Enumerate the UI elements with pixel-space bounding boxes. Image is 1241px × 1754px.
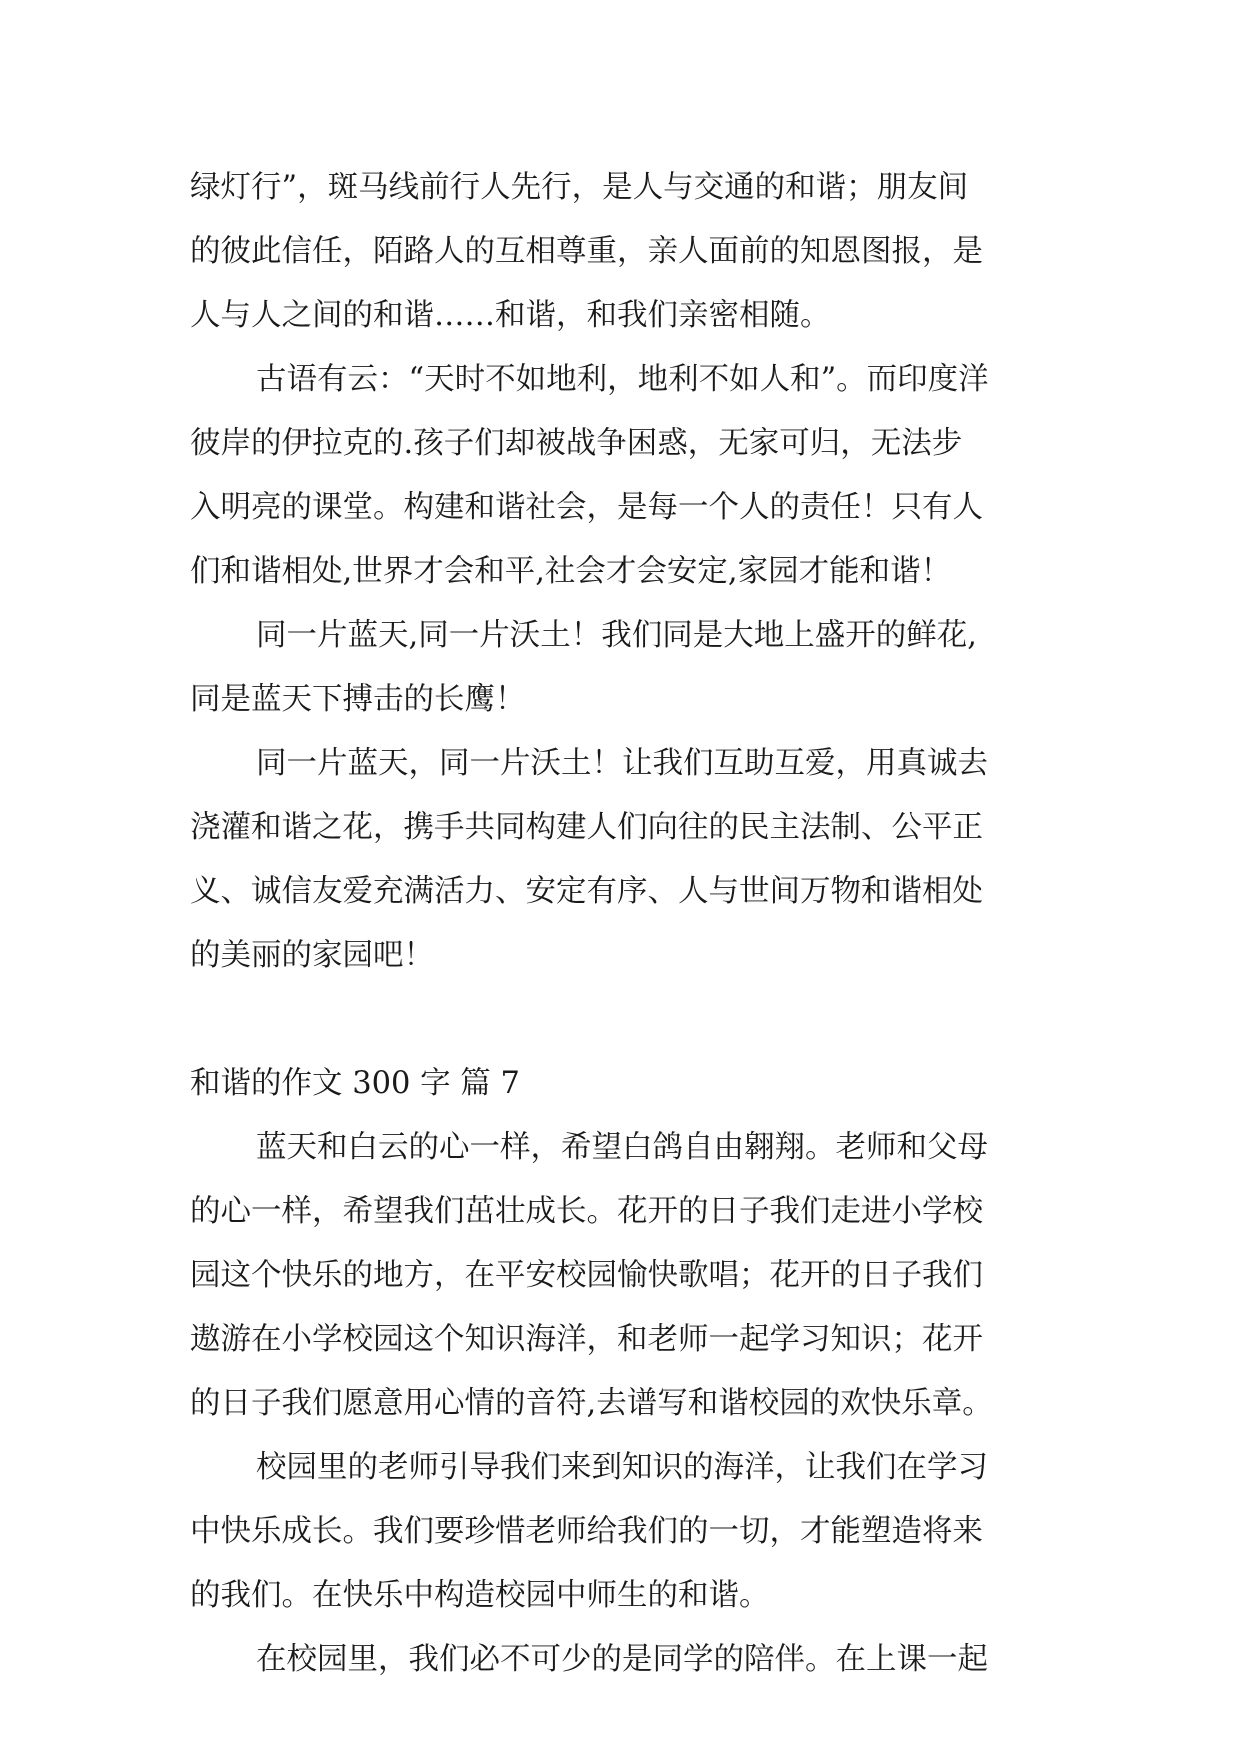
text-line: 入明亮的课堂。构建和谐社会，是每一个人的责任！只有人 bbox=[190, 490, 983, 525]
document-body bbox=[190, 156, 1060, 1692]
paragraph bbox=[190, 156, 1060, 348]
text-line: 们和谐相处,世界才会和平,社会才会安定,家园才能和谐！ bbox=[190, 554, 952, 589]
text-line: 园这个快乐的地方，在平安校园愉快歌唱；花开的日子我们 bbox=[190, 1258, 983, 1293]
text-line: 在校园里，我们必不可少的是同学的陪伴。在上课一起 bbox=[256, 1642, 988, 1677]
paragraph bbox=[190, 348, 1060, 604]
text-line: 中快乐成长。我们要珍惜老师给我们的一切，才能塑造将来 bbox=[190, 1514, 983, 1549]
text-line: 的日子我们愿意用心情的音符,去谱写和谐校园的欢快乐章。 bbox=[190, 1386, 993, 1421]
paragraph bbox=[190, 732, 1060, 988]
paragraph bbox=[190, 1116, 1060, 1436]
paragraph bbox=[190, 1628, 1060, 1692]
text-line: 同一片蓝天，同一片沃土！让我们互助互爱，用真诚去 bbox=[256, 746, 988, 781]
paragraph bbox=[190, 1436, 1060, 1628]
text-line: 义、诚信友爱充满活力、安定有序、人与世间万物和谐相处 bbox=[190, 874, 983, 909]
text-line: 的美丽的家园吧！ bbox=[190, 938, 434, 973]
text-line: 古语有云：“天时不如地利，地利不如人和”。而印度洋 bbox=[256, 362, 989, 397]
text-line: 蓝天和白云的心一样，希望白鸽自由翱翔。老师和父母 bbox=[256, 1130, 988, 1165]
text-line: 同一片蓝天,同一片沃土！我们同是大地上盛开的鲜花, bbox=[256, 618, 977, 653]
paragraph bbox=[190, 604, 1060, 732]
text-line: 的心一样，希望我们茁壮成长。花开的日子我们走进小学校 bbox=[190, 1194, 983, 1229]
text-line: 同是蓝天下搏击的长鹰！ bbox=[190, 682, 526, 717]
section-heading: 和谐的作文 300 字 篇 7 bbox=[190, 1066, 520, 1101]
text-line: 校园里的老师引导我们来到知识的海洋，让我们在学习 bbox=[256, 1450, 988, 1485]
text-line: 的我们。在快乐中构造校园中师生的和谐。 bbox=[190, 1578, 770, 1613]
text-line: 人与人之间的和谐……和谐，和我们亲密相随。 bbox=[190, 298, 831, 333]
text-line: 彼岸的伊拉克的.孩子们却被战争困惑，无家可归，无法步 bbox=[190, 426, 963, 461]
text-line: 绿灯行”，斑马线前行人先行，是人与交通的和谐；朋友间 bbox=[190, 170, 969, 205]
text-line: 遨游在小学校园这个知识海洋，和老师一起学习知识；花开 bbox=[190, 1322, 983, 1357]
text-line: 的彼此信任，陌路人的互相尊重，亲人面前的知恩图报，是 bbox=[190, 234, 983, 269]
text-line: 浇灌和谐之花，携手共同构建人们向往的民主法制、公平正 bbox=[190, 810, 983, 845]
